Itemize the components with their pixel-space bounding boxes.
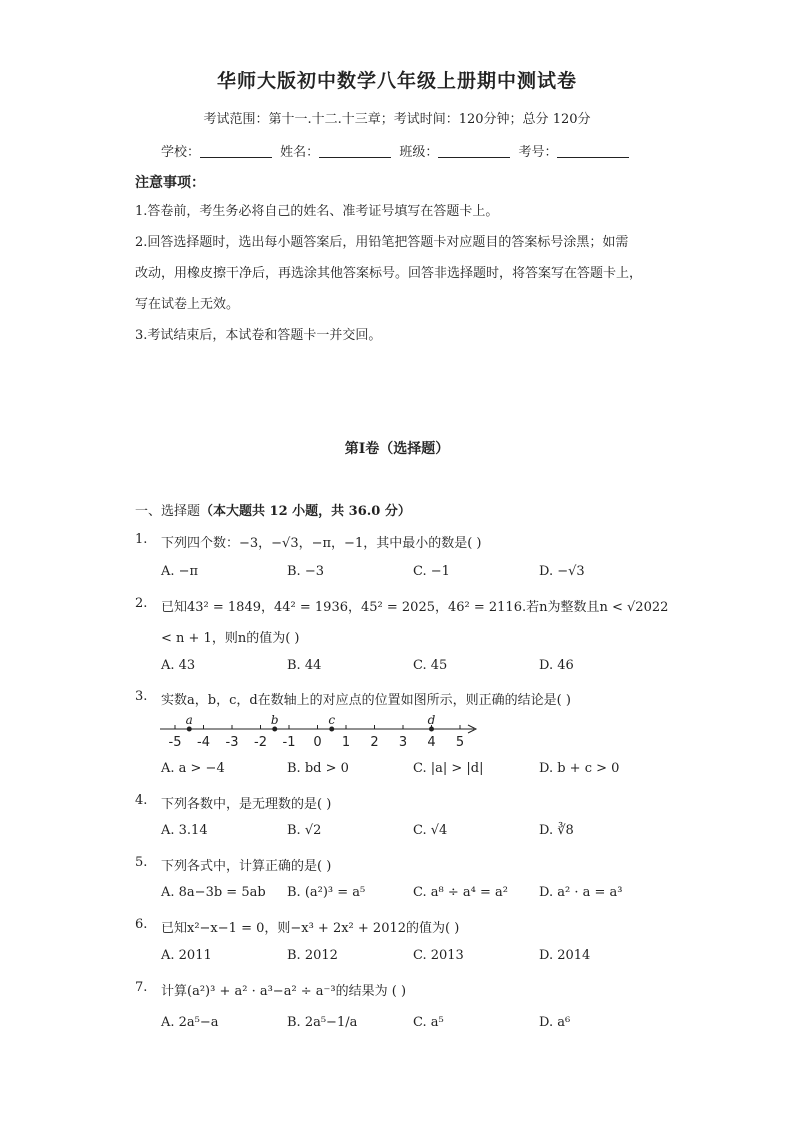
number-line-tick-label: -2	[254, 735, 267, 750]
option-b[interactable]: B. 2012	[287, 948, 338, 963]
school-label: 学校：	[161, 145, 201, 160]
question-number: 5.	[135, 855, 148, 870]
number-line-point-label: d	[427, 713, 436, 727]
option-c[interactable]: C. 2013	[413, 948, 464, 963]
question-text: 下列各数中，是无理数的是( )	[161, 797, 332, 812]
question-text-continued: < n + 1，则n的值为( )	[161, 631, 300, 646]
number-line-tick-label: 5	[455, 735, 465, 750]
exam-number-blank[interactable]	[557, 145, 629, 158]
option-d[interactable]: D. a⁶	[539, 1015, 571, 1030]
question-text: 已知43² = 1849，44² = 1936，45² = 2025，46² = 2116.若n为整数且n < √2022	[161, 600, 669, 615]
option-c[interactable]: C. 45	[413, 658, 448, 673]
part-heading	[135, 500, 411, 519]
option-b[interactable]: B. √2	[287, 823, 322, 838]
option-c[interactable]: C. √4	[413, 823, 448, 838]
option-b[interactable]: B. −3	[287, 564, 324, 579]
option-d[interactable]: D. −√3	[539, 564, 585, 579]
student-info-row	[161, 141, 633, 160]
name-label: 姓名：	[280, 145, 320, 160]
number-line-point-label: b	[270, 713, 279, 727]
number-line-point-c	[329, 727, 334, 732]
question-number: 1.	[135, 532, 148, 547]
question-text: 已知x²−x−1 = 0，则−x³ + 2x² + 2012的值为( )	[161, 921, 460, 936]
option-d[interactable]: D. a² · a = a³	[539, 885, 623, 900]
number-line-tick-label: 4	[427, 735, 436, 750]
option-d[interactable]: D. b + c > 0	[539, 761, 620, 776]
exam-scope: 考试范围：第十一.十二.十三章；考试时间：120分钟；总分 120分	[203, 112, 591, 127]
number-line-point-label: a	[185, 713, 193, 727]
option-d[interactable]: D. 2014	[539, 948, 591, 963]
part-detail: （本大题共 12 小题，共 36.0 分）	[200, 504, 411, 519]
question-number: 3.	[135, 689, 148, 704]
option-c[interactable]: C. a⁵	[413, 1015, 444, 1030]
number-line-tick-label: -3	[225, 735, 239, 750]
question-number: 2.	[135, 596, 148, 611]
option-d[interactable]: D. 46	[539, 658, 574, 673]
option-c[interactable]: C. |a| > |d|	[413, 761, 484, 776]
note-item: 写在试卷上无效。	[135, 297, 240, 312]
option-c[interactable]: C. a⁸ ÷ a⁴ = a²	[413, 885, 508, 900]
number-line-tick-label: 2	[370, 735, 379, 750]
question-number: 4.	[135, 793, 148, 808]
number-line-point-b	[272, 727, 277, 732]
option-a[interactable]: A. −π	[161, 564, 199, 579]
question-number: 7.	[135, 980, 148, 995]
number-line-figure	[158, 712, 488, 752]
option-a[interactable]: A. 2011	[161, 948, 212, 963]
part-prefix: 一、选择题	[135, 504, 201, 519]
question-text: 下列四个数：−3，−√3，−π，−1，其中最小的数是( )	[161, 536, 482, 551]
number-line-tick-label: -1	[282, 735, 296, 750]
page-title: 华师大版初中数学八年级上册期中测试卷	[216, 70, 577, 92]
question-text: 实数a，b，c，d在数轴上的对应点的位置如图所示，则正确的结论是( )	[161, 693, 571, 708]
section-title: 第I卷（选择题）	[344, 441, 450, 457]
number-line-point-label: c	[328, 713, 336, 727]
note-item: 1.答卷前，考生务必将自己的姓名、准考证号填写在答题卡上。	[135, 204, 499, 219]
number-line-tick-label: -4	[197, 735, 210, 750]
option-a[interactable]: A. 3.14	[161, 823, 208, 838]
option-b[interactable]: B. 44	[287, 658, 322, 673]
number-line-tick-label: 0	[313, 735, 322, 750]
option-b[interactable]: B. 2a⁵−1/a	[287, 1015, 358, 1030]
question-text: 计算(a²)³ + a² · a³−a² ÷ a⁻³的结果为 ( )	[161, 984, 407, 999]
question-number: 6.	[135, 917, 148, 932]
note-item: 3.考试结束后，本试卷和答题卡一并交回。	[135, 328, 382, 343]
notes-heading: 注意事项：	[135, 175, 205, 191]
option-a[interactable]: A. 8a−3b = 5ab	[161, 885, 266, 900]
option-a[interactable]: A. a > −4	[161, 761, 225, 776]
option-c[interactable]: C. −1	[413, 564, 450, 579]
option-d[interactable]: D. ∛8	[539, 823, 574, 838]
question-text: 下列各式中，计算正确的是( )	[161, 859, 332, 874]
option-b[interactable]: B. (a²)³ = a⁵	[287, 885, 366, 900]
number-line-tick-label: -5	[168, 735, 182, 750]
option-a[interactable]: A. 2a⁵−a	[161, 1015, 219, 1030]
number-line-point-d	[429, 727, 434, 732]
option-b[interactable]: B. bd > 0	[287, 761, 349, 776]
class-blank[interactable]	[438, 145, 510, 158]
exam-number-label: 考号：	[518, 145, 558, 160]
number-line-tick-label: 1	[341, 735, 351, 750]
note-item: 改动，用橡皮擦干净后，再选涂其他答案标号。回答非选择题时，将答案写在答题卡上，	[135, 266, 643, 281]
note-item: 2.回答选择题时，选出每小题答案后，用铅笔把答题卡对应题目的答案标号涂黑；如需	[135, 235, 629, 250]
option-a[interactable]: A. 43	[161, 658, 196, 673]
class-label: 班级：	[399, 145, 439, 160]
number-line-point-a	[187, 727, 192, 732]
school-blank[interactable]	[200, 145, 272, 158]
name-blank[interactable]	[319, 145, 391, 158]
number-line-tick-label: 3	[398, 735, 408, 750]
